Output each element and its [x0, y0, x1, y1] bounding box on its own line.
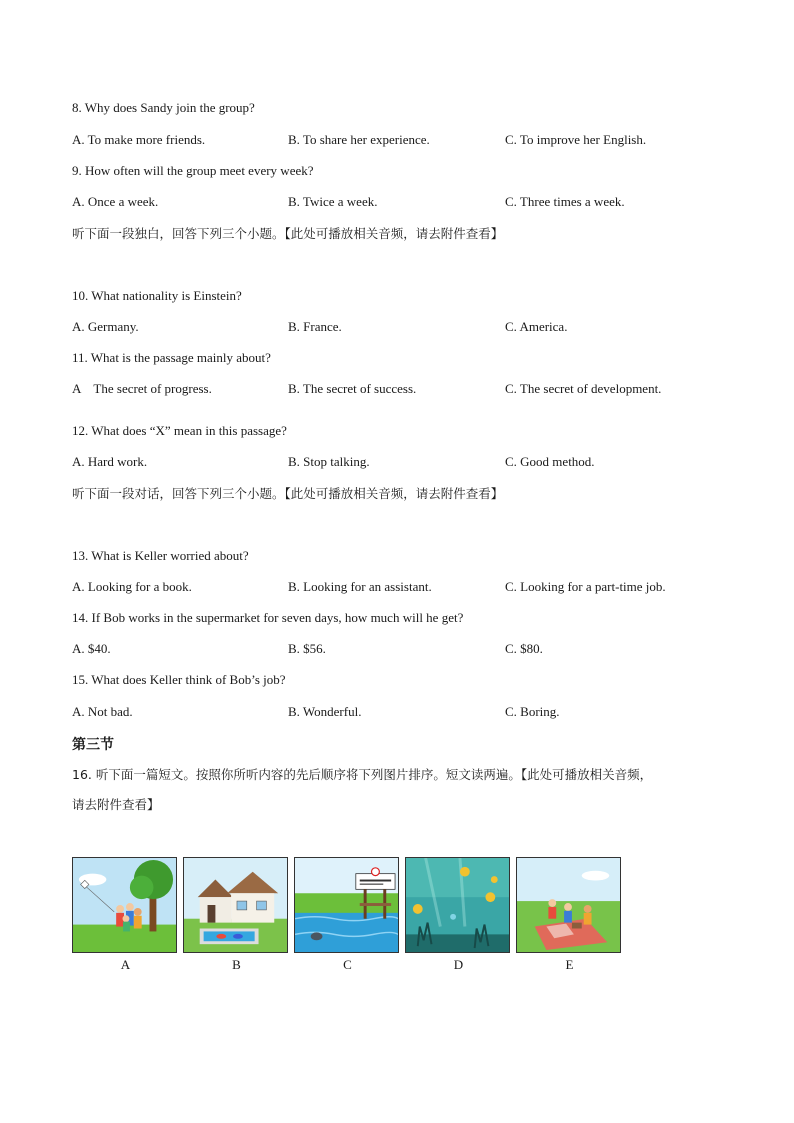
q9-stem: 9. How often will the group meet every week?	[72, 163, 314, 178]
q13-stem: 13. What is Keller worried about?	[72, 548, 249, 563]
q12-stem: 12. What does “X” mean in this passage?	[72, 423, 287, 438]
q9-option-c: C. Three times a week.	[505, 194, 625, 209]
q10-stem: 10. What nationality is Einstein?	[72, 288, 242, 303]
q12-option-c: C. Good method.	[505, 454, 595, 469]
q10-option-b: B. France.	[288, 319, 342, 334]
picture-a-kids-playing	[72, 857, 177, 953]
q16-instruction-line2: 请去附件查看】	[72, 797, 160, 812]
q14-option-a: A. $40.	[72, 641, 111, 656]
q11-option-a: A The secret of progress.	[72, 381, 212, 396]
q13-option-c: C. Looking for a part-time job.	[505, 579, 666, 594]
picture-label-a: A	[120, 957, 131, 972]
q8-option-b: B. To share her experience.	[288, 132, 430, 147]
q11-stem: 11. What is the passage mainly about?	[72, 350, 271, 365]
q8-stem: 8. Why does Sandy join the group?	[72, 100, 255, 115]
picture-e-picnic	[516, 857, 621, 953]
q12-option-b: B. Stop talking.	[288, 454, 370, 469]
q9-option-b: B. Twice a week.	[288, 194, 378, 209]
q15-option-b: B. Wonderful.	[288, 704, 362, 719]
q13-option-a: A. Looking for a book.	[72, 579, 192, 594]
picture-b-house-pool	[183, 857, 288, 953]
picture-c-lake-sign	[294, 857, 399, 953]
q8-option-c: C. To improve her English.	[505, 132, 647, 147]
q10-option-c: C. America.	[505, 319, 568, 334]
picture-label-b: B	[232, 957, 241, 972]
q14-stem: 14. If Bob works in the supermarket for seven days, how much will he get?	[72, 610, 464, 625]
q11-option-c: C. The secret of development.	[505, 381, 662, 396]
section-heading: 第三节	[72, 737, 114, 753]
picture-label-e: E	[565, 957, 574, 972]
q14-option-c: C. $80.	[505, 641, 543, 656]
instruction-monologue: 听下面一段独白，回答下列三个小题。【此处可播放相关音频，请去附件查看】	[72, 226, 504, 241]
q12-option-a: A. Hard work.	[72, 454, 148, 469]
picture-label-c: C	[343, 957, 352, 972]
instruction-dialogue: 听下面一段对话，回答下列三个小题。【此处可播放相关音频，请去附件查看】	[72, 486, 504, 501]
q10-option-a: A. Germany.	[72, 319, 139, 334]
q11-option-b: B. The secret of success.	[288, 381, 417, 396]
picture-label-d: D	[453, 957, 464, 972]
picture-d-underwater	[405, 857, 510, 953]
q15-option-a: A. Not bad.	[72, 704, 133, 719]
q13-option-b: B. Looking for an assistant.	[288, 579, 432, 594]
q16-instruction-line1: 16. 听下面一篇短文。按照你所听内容的先后顺序将下列图片排序。短文读两遍。【此处可播放相关音频，	[72, 767, 653, 782]
q9-option-a: A. Once a week.	[72, 194, 159, 209]
q8-option-a: A. To make more friends.	[72, 132, 206, 147]
q15-option-c: C. Boring.	[505, 704, 560, 719]
q15-stem: 15. What does Keller think of Bob’s job?	[72, 672, 286, 687]
q14-option-b: B. $56.	[288, 641, 326, 656]
